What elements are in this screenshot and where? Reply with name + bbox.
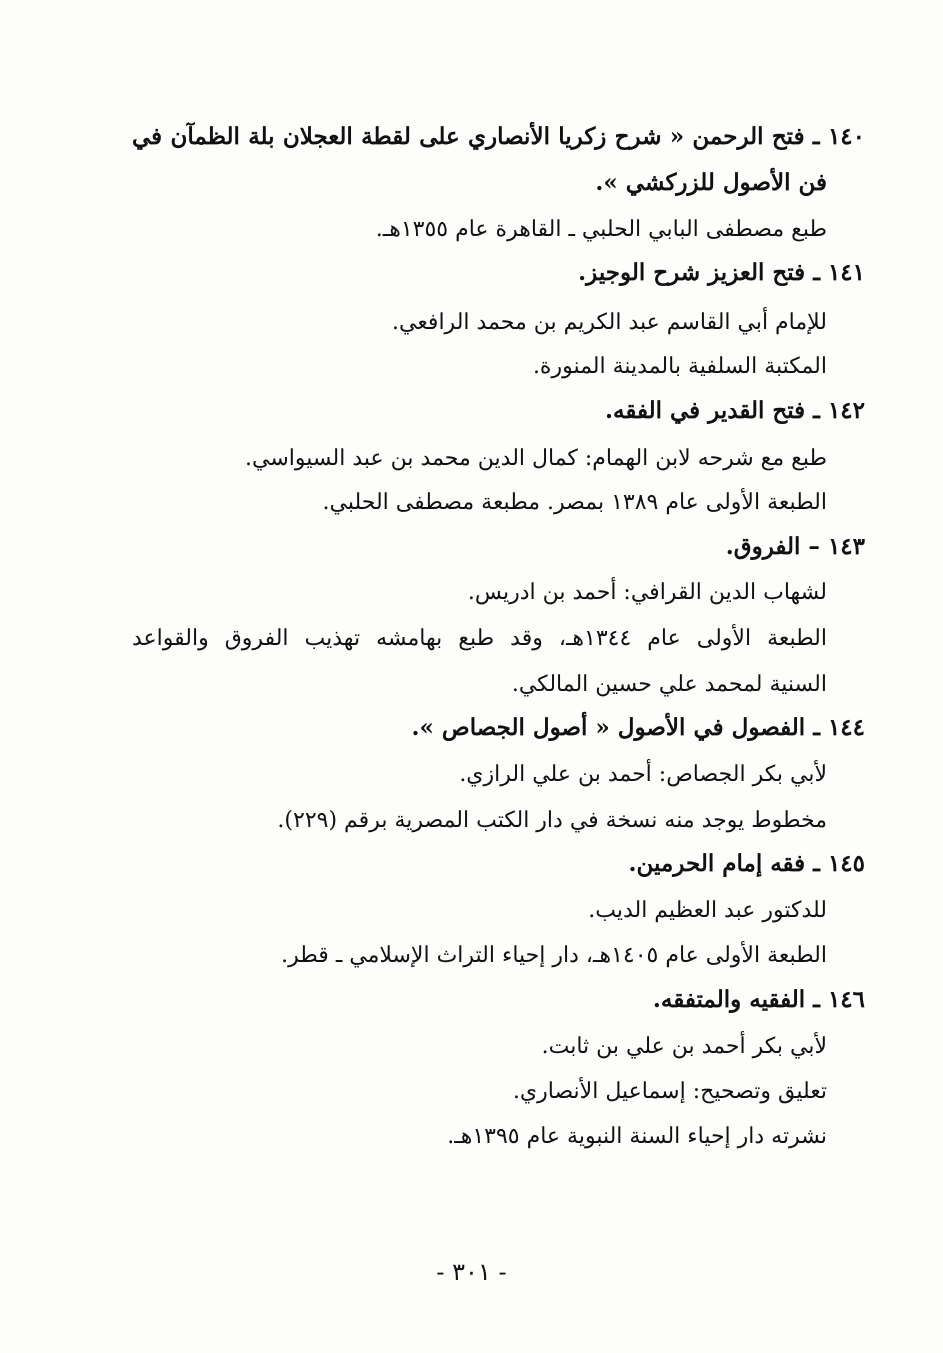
entry-142-line: طبع مع شرحه لابن الهمام: كمال الدين محمد بن عبد السيواسي. [245,446,827,471]
entry-141-line: المكتبة السلفية بالمدينة المنورة. [532,354,827,379]
entry-144-heading: ١٤٤ ـ الفصول في الأصول « أصول الجصاص ». [411,714,865,741]
entry-146-line: تعليق وتصحيح: إسماعيل الأنصاري. [512,1079,827,1104]
entry-140-heading-line-2: فن الأصول للزركشي ». [595,169,827,196]
entry-144-line: مخطوط يوجد منه نسخة في دار الكتب المصرية برقم (٢٢٩). [277,808,827,833]
entry-143-heading: ١٤٣ – الفروق. [725,533,865,560]
entry-146-line: لأبي بكر أحمد بن علي بن ثابت. [541,1034,827,1059]
entry-145-line: الطبعة الأولى عام ١٤٠٥هـ، دار إحياء التراث الإسلامي ـ قطر. [281,943,827,968]
entry-142-line: الطبعة الأولى عام ١٣٨٩ بمصر. مطبعة مصطفى الحلبي. [322,490,827,515]
page-number: - ٣٠١ - [436,1258,507,1286]
entry-143-line: السنية لمحمد علي حسين المالكي. [511,672,827,697]
entry-144-line: لأبي بكر الجصاص: أحمد بن علي الرازي. [459,762,827,787]
entry-142-heading: ١٤٢ ـ فتح القدير في الفقه. [605,397,865,424]
entry-145-line: للدكتور عبد العظيم الديب. [588,898,827,923]
entry-141-heading: ١٤١ ـ فتح العزيز شرح الوجيز. [578,259,865,286]
entry-146-heading: ١٤٦ ـ الفقيه والمتفقه. [652,986,865,1013]
entry-143-line: لشهاب الدين القرافي: أحمد بن ادريس. [467,580,827,605]
entry-145-heading: ١٤٥ ـ فقه إمام الحرمين. [628,850,865,877]
entry-146-line: نشرته دار إحياء السنة النبوية عام ١٣٩٥هـ. [447,1124,827,1149]
entry-141-line: للإمام أبي القاسم عبد الكريم بن محمد الرافعي. [391,310,827,335]
entry-140-heading-line-1: ١٤٠ ـ فتح الرحمن « شرح زكريا الأنصاري على لقطة العجلان بلة الظمآن في [132,123,865,150]
entry-140-line: طبع مصطفى البابي الحلبي ـ القاهرة عام ١٣٥٥هـ. [375,217,827,242]
entry-143-line: الطبعة الأولى عام ١٣٤٤هـ، وقد طبع بهامشه تهذيب الفروق والقواعد [132,626,827,651]
